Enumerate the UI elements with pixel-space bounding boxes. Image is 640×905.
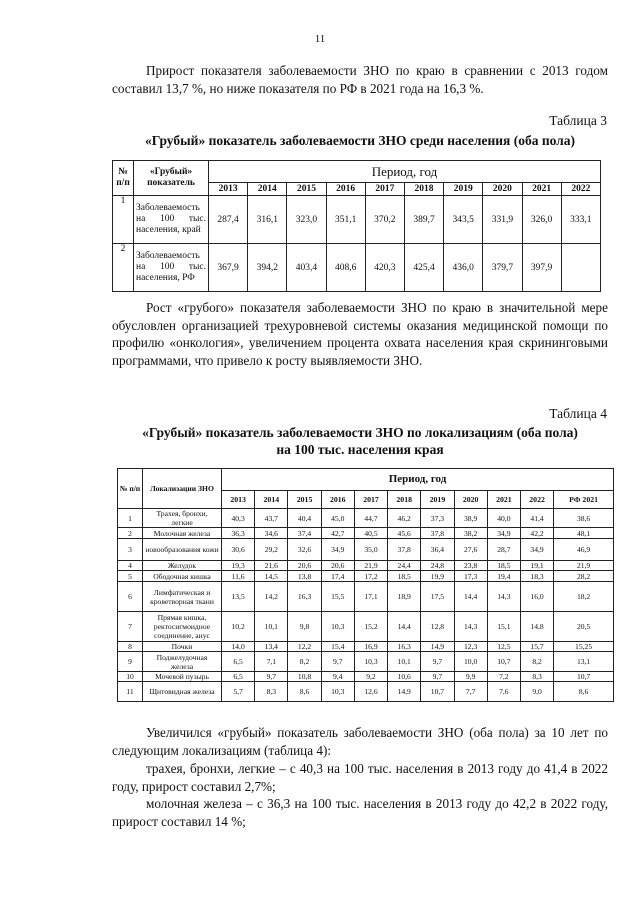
page-number: 11 (314, 33, 326, 45)
table-cell: 36,4 (421, 539, 454, 561)
table-cell: 45,6 (388, 528, 421, 539)
table-cell: 40,3 (222, 509, 255, 528)
table-cell: 17,5 (421, 582, 454, 612)
row-localization: Мочевой пузырь (143, 672, 222, 682)
table-cell: 7,6 (487, 682, 520, 702)
table-cell: 19,9 (421, 571, 454, 582)
paragraph-breast: молочная железа – с 36,3 на 100 тыс. населения в 2013 году до 42,2 в 2022 году, прирост составил 14 %; (112, 796, 608, 829)
table-cell: 287,4 (209, 196, 248, 244)
table-cell: 343,5 (444, 196, 483, 244)
table-cell: 14,4 (388, 612, 421, 642)
table-cell: 8,6 (288, 682, 321, 702)
row-label: Заболеваемость на 100 тыс. населения, РФ (134, 244, 209, 292)
table4-year: 2013 (222, 491, 255, 509)
table-row (118, 509, 614, 528)
table-cell: 14,5 (255, 571, 288, 582)
table-cell: 44,7 (354, 509, 387, 528)
table-cell: 15,25 (554, 642, 614, 652)
table-row (118, 539, 614, 561)
table3-label: Таблица 3 (549, 113, 607, 128)
row-number: 3 (118, 539, 143, 561)
table-cell: 28,2 (554, 571, 614, 582)
table3-year: 2021 (522, 183, 561, 196)
table-cell: 43,7 (255, 509, 288, 528)
table-cell: 19,4 (487, 571, 520, 582)
row-localization: новообразования кожи (143, 539, 222, 561)
table-cell: 29,2 (255, 539, 288, 561)
table-cell: 21,6 (255, 561, 288, 571)
table-cell: 14,4 (454, 582, 487, 612)
table-cell: 10,3 (321, 612, 354, 642)
table-cell: 10,7 (487, 652, 520, 672)
table-cell: 6,5 (222, 672, 255, 682)
row-number: 8 (118, 642, 143, 652)
row-localization: Щитовидная железа (143, 682, 222, 702)
table-cell: 12,5 (487, 642, 520, 652)
table-cell: 12,2 (288, 642, 321, 652)
table-cell: 34,6 (255, 528, 288, 539)
row-number: 2 (113, 244, 134, 292)
table-cell: 41,4 (520, 509, 553, 528)
table-cell: 23,8 (454, 561, 487, 571)
table-cell: 10,2 (222, 612, 255, 642)
row-localization: Молочная железа (143, 528, 222, 539)
table-cell: 420,3 (365, 244, 404, 292)
table-cell: 37,3 (421, 509, 454, 528)
row-localization: Лимфатическая и кроветворная ткани (143, 582, 222, 612)
table-cell: 17,1 (354, 582, 387, 612)
table-row (113, 196, 601, 244)
table-row (118, 642, 614, 652)
table-cell: 9,0 (520, 682, 553, 702)
table4 (117, 468, 614, 702)
table-cell: 15,4 (321, 642, 354, 652)
table-cell: 27,6 (454, 539, 487, 561)
table-row (118, 561, 614, 571)
table-row (118, 652, 614, 672)
table3-col-num: № п/п (113, 161, 134, 196)
table-row (118, 612, 614, 642)
table-cell: 394,2 (248, 244, 287, 292)
row-number: 2 (118, 528, 143, 539)
table-cell: 11,6 (222, 571, 255, 582)
row-number: 1 (113, 196, 134, 244)
table-cell: 16,3 (288, 582, 321, 612)
table-cell: 9,7 (421, 672, 454, 682)
table-cell: 42,7 (321, 528, 354, 539)
table-cell: 40,0 (487, 509, 520, 528)
table-cell: 18,3 (520, 571, 553, 582)
row-localization: Почки (143, 642, 222, 652)
table-cell: 18,2 (554, 582, 614, 612)
table-cell: 13,5 (222, 582, 255, 612)
table3-period-header: Период, год (209, 161, 601, 183)
table-cell: 10,8 (288, 672, 321, 682)
table-cell: 8,3 (520, 672, 553, 682)
table-cell: 326,0 (522, 196, 561, 244)
table-cell: 10,0 (454, 652, 487, 672)
table3-year: 2018 (404, 183, 443, 196)
table-cell: 34,9 (520, 539, 553, 561)
table3-year: 2016 (326, 183, 365, 196)
table-cell: 18,5 (388, 571, 421, 582)
table-row (118, 682, 614, 702)
table-cell: 397,9 (522, 244, 561, 292)
row-number: 6 (118, 582, 143, 612)
table-cell: 12,8 (421, 612, 454, 642)
table-cell: 13,8 (288, 571, 321, 582)
table-cell: 14,3 (454, 612, 487, 642)
table-cell: 46,9 (554, 539, 614, 561)
table-cell: 436,0 (444, 244, 483, 292)
row-localization: Поджелудочная железа (143, 652, 222, 672)
table-cell: 403,4 (287, 244, 326, 292)
table3-year: 2022 (561, 183, 600, 196)
table3-year: 2014 (248, 183, 287, 196)
table4-year: РФ 2021 (554, 491, 614, 509)
table-cell: 40,4 (288, 509, 321, 528)
table3-col-indicator: «Грубый» показатель (134, 161, 209, 196)
table-cell: 30,6 (222, 539, 255, 561)
table-cell: 40,5 (354, 528, 387, 539)
row-number: 10 (118, 672, 143, 682)
table-cell: 18,9 (388, 582, 421, 612)
table3-year: 2013 (209, 183, 248, 196)
table-cell: 379,7 (483, 244, 522, 292)
table-cell: 9,7 (255, 672, 288, 682)
table-cell: 12,3 (454, 642, 487, 652)
table-cell: 36,3 (222, 528, 255, 539)
table-cell: 15,1 (487, 612, 520, 642)
table4-year: 2018 (388, 491, 421, 509)
table-cell: 18,5 (487, 561, 520, 571)
table-cell: 17,4 (321, 571, 354, 582)
table-cell: 8,6 (554, 682, 614, 702)
paragraph-rise: Рост «грубого» показателя заболеваемости ЗНО по краю в значительной мере обусловлен организацией трехуровневой системы оказания медицинской помощи по профилю «онкология», увеличением процента охвата населения края скрининговыми программами, что привело к росту выявляемости ЗНО. (112, 300, 608, 368)
table-cell: 13,4 (255, 642, 288, 652)
row-number: 4 (118, 561, 143, 571)
table4-label: Таблица 4 (549, 406, 607, 421)
table-row (118, 672, 614, 682)
row-number: 1 (118, 509, 143, 528)
table-cell: 9,9 (454, 672, 487, 682)
table-cell: 19,1 (520, 561, 553, 571)
row-localization: Трахея, бронхи, легкие (143, 509, 222, 528)
table-cell: 316,1 (248, 196, 287, 244)
table4-col-num: № п/п (118, 469, 143, 509)
table-row (113, 244, 601, 292)
table-cell: 14,9 (388, 682, 421, 702)
table-cell: 14,3 (487, 582, 520, 612)
paragraph-increase: Увеличился «грубый» показатель заболеваемости ЗНО (оба пола) за 10 лет по следующим локализациям (таблица 4): (112, 725, 608, 758)
table-cell: 5,7 (222, 682, 255, 702)
table-cell: 7,2 (487, 672, 520, 682)
table-cell: 9,4 (321, 672, 354, 682)
table-row (118, 582, 614, 612)
table-cell: 20,5 (554, 612, 614, 642)
table4-year: 2020 (454, 491, 487, 509)
row-localization: Желудок (143, 561, 222, 571)
table4-year: 2015 (288, 491, 321, 509)
table4-title-line1: «Грубый» показатель заболеваемости ЗНО по локализациям (оба пола) (142, 425, 578, 440)
table-row (118, 528, 614, 539)
table-cell: 46,2 (388, 509, 421, 528)
table4-year: 2017 (354, 491, 387, 509)
table-cell: 10,3 (321, 682, 354, 702)
table-cell: 13,1 (554, 652, 614, 672)
table-cell: 389,7 (404, 196, 443, 244)
table-cell: 10,1 (388, 652, 421, 672)
table-cell: 10,7 (554, 672, 614, 682)
paragraph-growth: Прирост показателя заболеваемости ЗНО по краю в сравнении с 2013 годом составил 13,7 %, но ниже показателя по РФ в 2021 года на 16,3 %. (112, 63, 608, 96)
table-cell: 42,2 (520, 528, 553, 539)
table-cell: 32,6 (288, 539, 321, 561)
table-cell: 34,9 (321, 539, 354, 561)
table-cell: 323,0 (287, 196, 326, 244)
table-cell: 17,3 (454, 571, 487, 582)
table-cell: 8,2 (288, 652, 321, 672)
row-number: 11 (118, 682, 143, 702)
table-cell: 7,7 (454, 682, 487, 702)
table3-year: 2019 (444, 183, 483, 196)
table-cell: 331,9 (483, 196, 522, 244)
row-label: Заболеваемость на 100 тыс. населения, край (134, 196, 209, 244)
table-cell: 38,9 (454, 509, 487, 528)
row-number: 7 (118, 612, 143, 642)
table-cell: 37,8 (421, 528, 454, 539)
table4-year: 2014 (255, 491, 288, 509)
table-cell: 21,9 (354, 561, 387, 571)
table-cell: 38,6 (554, 509, 614, 528)
table-cell: 6,5 (222, 652, 255, 672)
table-cell: 16,3 (388, 642, 421, 652)
table-cell: 9,7 (421, 652, 454, 672)
table4-title (100, 424, 620, 458)
table-cell: 16,9 (354, 642, 387, 652)
table-cell: 14,9 (421, 642, 454, 652)
table-cell: 15,5 (321, 582, 354, 612)
table-cell: 10,3 (354, 652, 387, 672)
table-cell: 38,2 (454, 528, 487, 539)
row-localization: Ободочная кишка (143, 571, 222, 582)
table-cell: 34,9 (487, 528, 520, 539)
table-cell: 333,1 (561, 196, 600, 244)
table-cell: 351,1 (326, 196, 365, 244)
table-cell: 48,1 (554, 528, 614, 539)
table3-title: «Грубый» показатель заболеваемости ЗНО среди населения (оба пола) (144, 133, 575, 148)
table-cell: 12,6 (354, 682, 387, 702)
table4-col-loc: Локализации ЗНО (143, 469, 222, 509)
table-cell: 7,1 (255, 652, 288, 672)
table-cell: 10,7 (421, 682, 454, 702)
table-row (118, 571, 614, 582)
table4-year: 2022 (520, 491, 553, 509)
table-cell: 14,2 (255, 582, 288, 612)
row-number: 5 (118, 571, 143, 582)
table-cell: 15,7 (520, 642, 553, 652)
table3-year: 2020 (483, 183, 522, 196)
table-cell: 35,0 (354, 539, 387, 561)
table-cell: 17,2 (354, 571, 387, 582)
table4-year: 2019 (421, 491, 454, 509)
table-cell: 425,4 (404, 244, 443, 292)
table-cell: 37,4 (288, 528, 321, 539)
table-cell: 367,9 (209, 244, 248, 292)
table4-title-line2: на 100 тыс. населения края (276, 442, 444, 457)
table-cell: 9,8 (288, 612, 321, 642)
table-cell: 20,6 (288, 561, 321, 571)
table-cell: 408,6 (326, 244, 365, 292)
table-cell (561, 244, 600, 292)
table-cell: 9,2 (354, 672, 387, 682)
table-cell: 19,3 (222, 561, 255, 571)
table-cell: 45,0 (321, 509, 354, 528)
table-cell: 28,7 (487, 539, 520, 561)
table-cell: 8,2 (520, 652, 553, 672)
table-cell: 21,9 (554, 561, 614, 571)
row-number: 9 (118, 652, 143, 672)
paragraph-lungs: трахея, бронхи, легкие – с 40,3 на 100 тыс. населения в 2013 году до 41,4 в 2022 году, прирост составил 2,7%; (112, 761, 608, 794)
table-cell: 10,1 (255, 612, 288, 642)
table4-year: 2021 (487, 491, 520, 509)
table-cell: 20,6 (321, 561, 354, 571)
table4-period-header: Период, год (222, 469, 614, 491)
table-cell: 370,2 (365, 196, 404, 244)
table-cell: 9,7 (321, 652, 354, 672)
table3 (112, 160, 601, 292)
table-cell: 8,3 (255, 682, 288, 702)
table-cell: 14,0 (222, 642, 255, 652)
table-cell: 14,8 (520, 612, 553, 642)
table-cell: 24,4 (388, 561, 421, 571)
table-cell: 16,0 (520, 582, 553, 612)
table-cell: 15,2 (354, 612, 387, 642)
row-localization: Прямая кишка, ректосигмоидное соединение, анус (143, 612, 222, 642)
table-cell: 37,8 (388, 539, 421, 561)
table4-year: 2016 (321, 491, 354, 509)
table3-year: 2017 (365, 183, 404, 196)
table-cell: 24,8 (421, 561, 454, 571)
table3-year: 2015 (287, 183, 326, 196)
table-cell: 10,6 (388, 672, 421, 682)
